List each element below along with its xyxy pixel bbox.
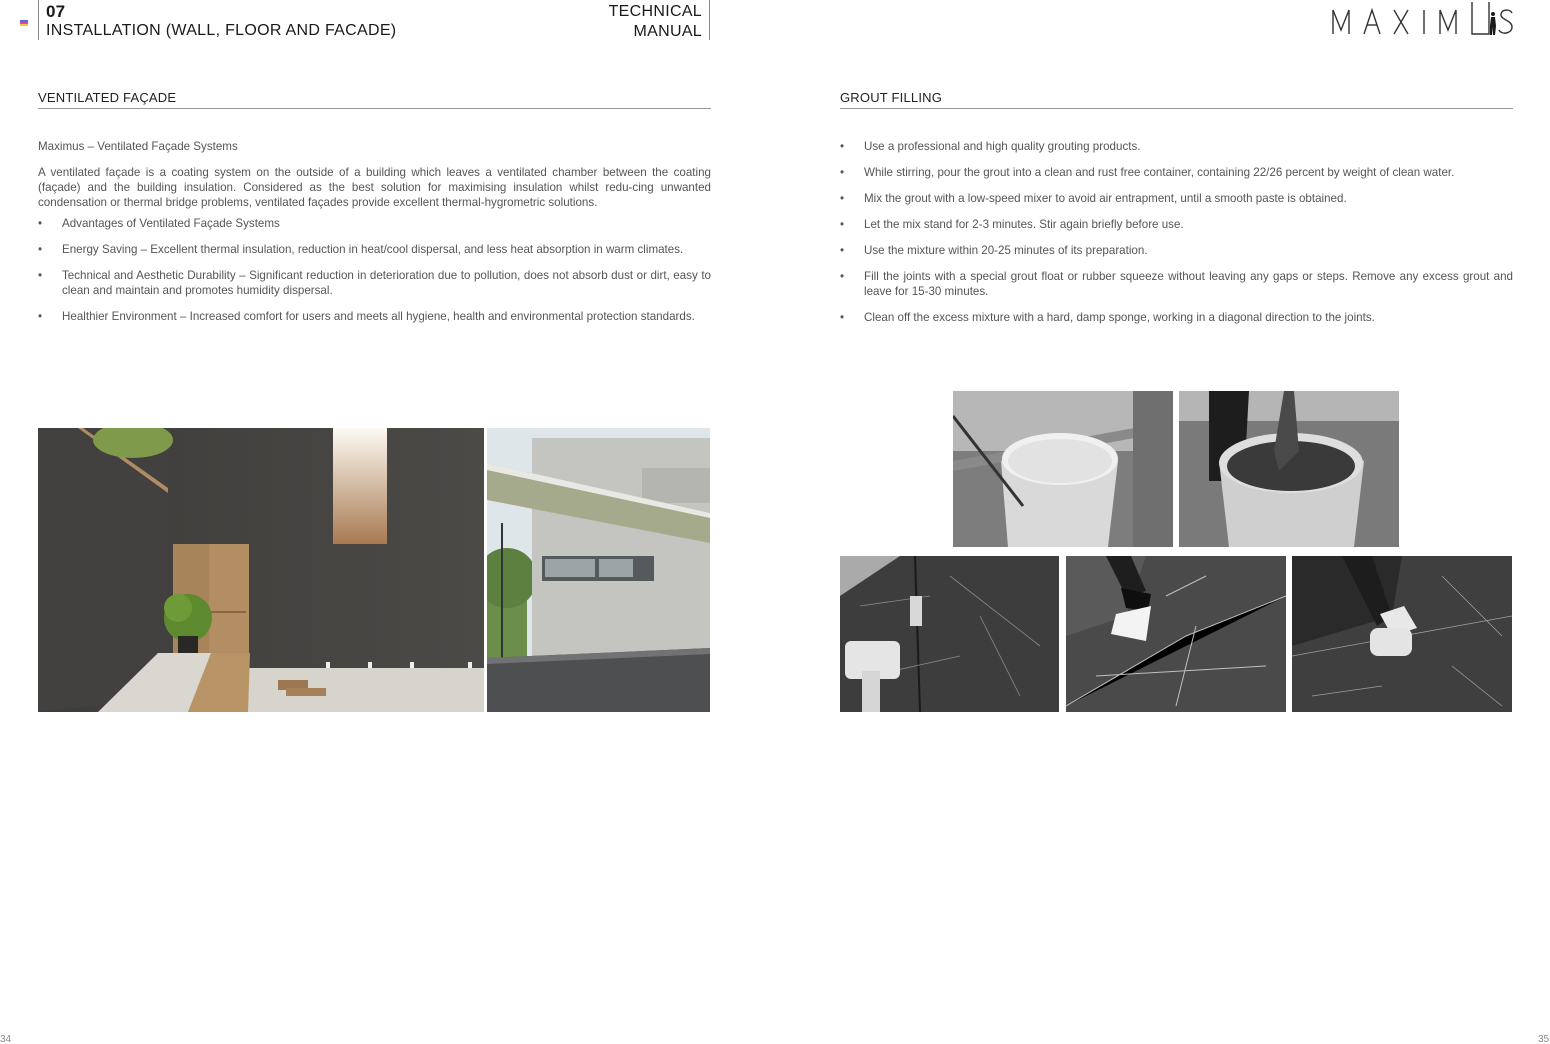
list-item: • Technical and Aesthetic Durability – Significant reduction in deterioration due to pollution, does not absorb dust or dirt, easy to clean and maintain and promotes humidity dispersal.: [38, 269, 711, 297]
manual-label-line1: TECHNICAL: [608, 3, 702, 20]
facade-photo-light: [487, 428, 710, 712]
bullet-icon: •: [840, 140, 845, 153]
bullet-icon: •: [840, 192, 845, 205]
grout-photo-mixing: [1179, 391, 1399, 547]
grout-photo-empty-bucket: [953, 391, 1173, 547]
bullet-icon: •: [840, 270, 845, 283]
facade-photo-dark: [38, 428, 484, 712]
list-item: • Let the mix stand for 2-3 minutes. Stir again briefly before use.: [840, 218, 1184, 231]
page-number-right: 35: [1538, 1034, 1550, 1044]
section-title: GROUT FILLING: [840, 90, 1513, 109]
list-item: • Clean off the excess mixture with a hard, damp sponge, working in a diagonal direction to the joints.: [840, 311, 1375, 324]
manual-label-line2: MANUAL: [633, 23, 702, 40]
list-item: • Energy Saving – Excellent thermal insulation, reduction in heat/cool dispersal, and less heat absorption in warm climates.: [38, 243, 684, 256]
bullet-icon: •: [38, 310, 43, 323]
bullet-icon: •: [840, 218, 845, 231]
chapter-number: 07: [46, 2, 66, 21]
advantages-list: [38, 216, 711, 324]
bullet-icon: •: [38, 217, 43, 230]
grout-photo-applying: [1066, 556, 1286, 712]
section-title: VENTILATED FAÇADE: [38, 90, 711, 109]
grout-photo-float-joint: [840, 556, 1059, 712]
list-item: • Fill the joints with a special grout float or rubber squeeze without leaving any gaps or steps. Remove any excess grout and leave for 15-30 minutes.: [840, 270, 1513, 298]
logo-icon: [1330, 2, 1515, 40]
list-item: • Use a professional and high quality grouting products.: [840, 140, 1141, 153]
header-divider-left: [38, 0, 39, 40]
grout-photo-sponge: [1292, 556, 1512, 712]
bullet-icon: •: [38, 243, 43, 256]
bullet-icon: •: [840, 244, 845, 257]
bullet-icon: •: [840, 311, 845, 324]
section-subtitle: Maximus – Ventilated Façade Systems: [38, 140, 238, 153]
list-item: • Mix the grout with a low-speed mixer to avoid air entrapment, until a smooth paste is obtained.: [840, 192, 1347, 205]
maximus-logo: [1330, 4, 1515, 38]
header-divider-right: [709, 0, 710, 40]
chapter-title: INSTALLATION (WALL, FLOOR AND FACADE): [46, 22, 397, 39]
list-item: • Healthier Environment – Increased comfort for users and meets all hygiene, health and environmental protection standards.: [38, 310, 695, 323]
list-item: • Advantages of Ventilated Façade Systems: [38, 217, 280, 230]
list-item: • Use the mixture within 20-25 minutes of its preparation.: [840, 244, 1148, 257]
language-flag-icon: [20, 20, 28, 27]
grout-steps-list: [840, 139, 1513, 325]
bullet-icon: •: [38, 269, 43, 282]
intro-paragraph: A ventilated façade is a coating system on the outside of a building which leaves a ventilated chamber between the coating (façade) and the building insulation. Considered as the best solution for maximising insulation whilst redu-cing unwanted condensation or thermal bridge problems, ventilated façades provide excellent thermal-hygrometric solutions.: [38, 166, 711, 209]
page-number-left: 34: [0, 1034, 12, 1044]
manual-label: [609, 2, 702, 42]
grout-filling-section: [840, 90, 1513, 336]
ventilated-facade-section: [38, 90, 711, 335]
bullet-icon: •: [840, 166, 845, 179]
list-item: • While stirring, pour the grout into a clean and rust free container, containing 22/26 percent by weight of clean water.: [840, 166, 1455, 179]
